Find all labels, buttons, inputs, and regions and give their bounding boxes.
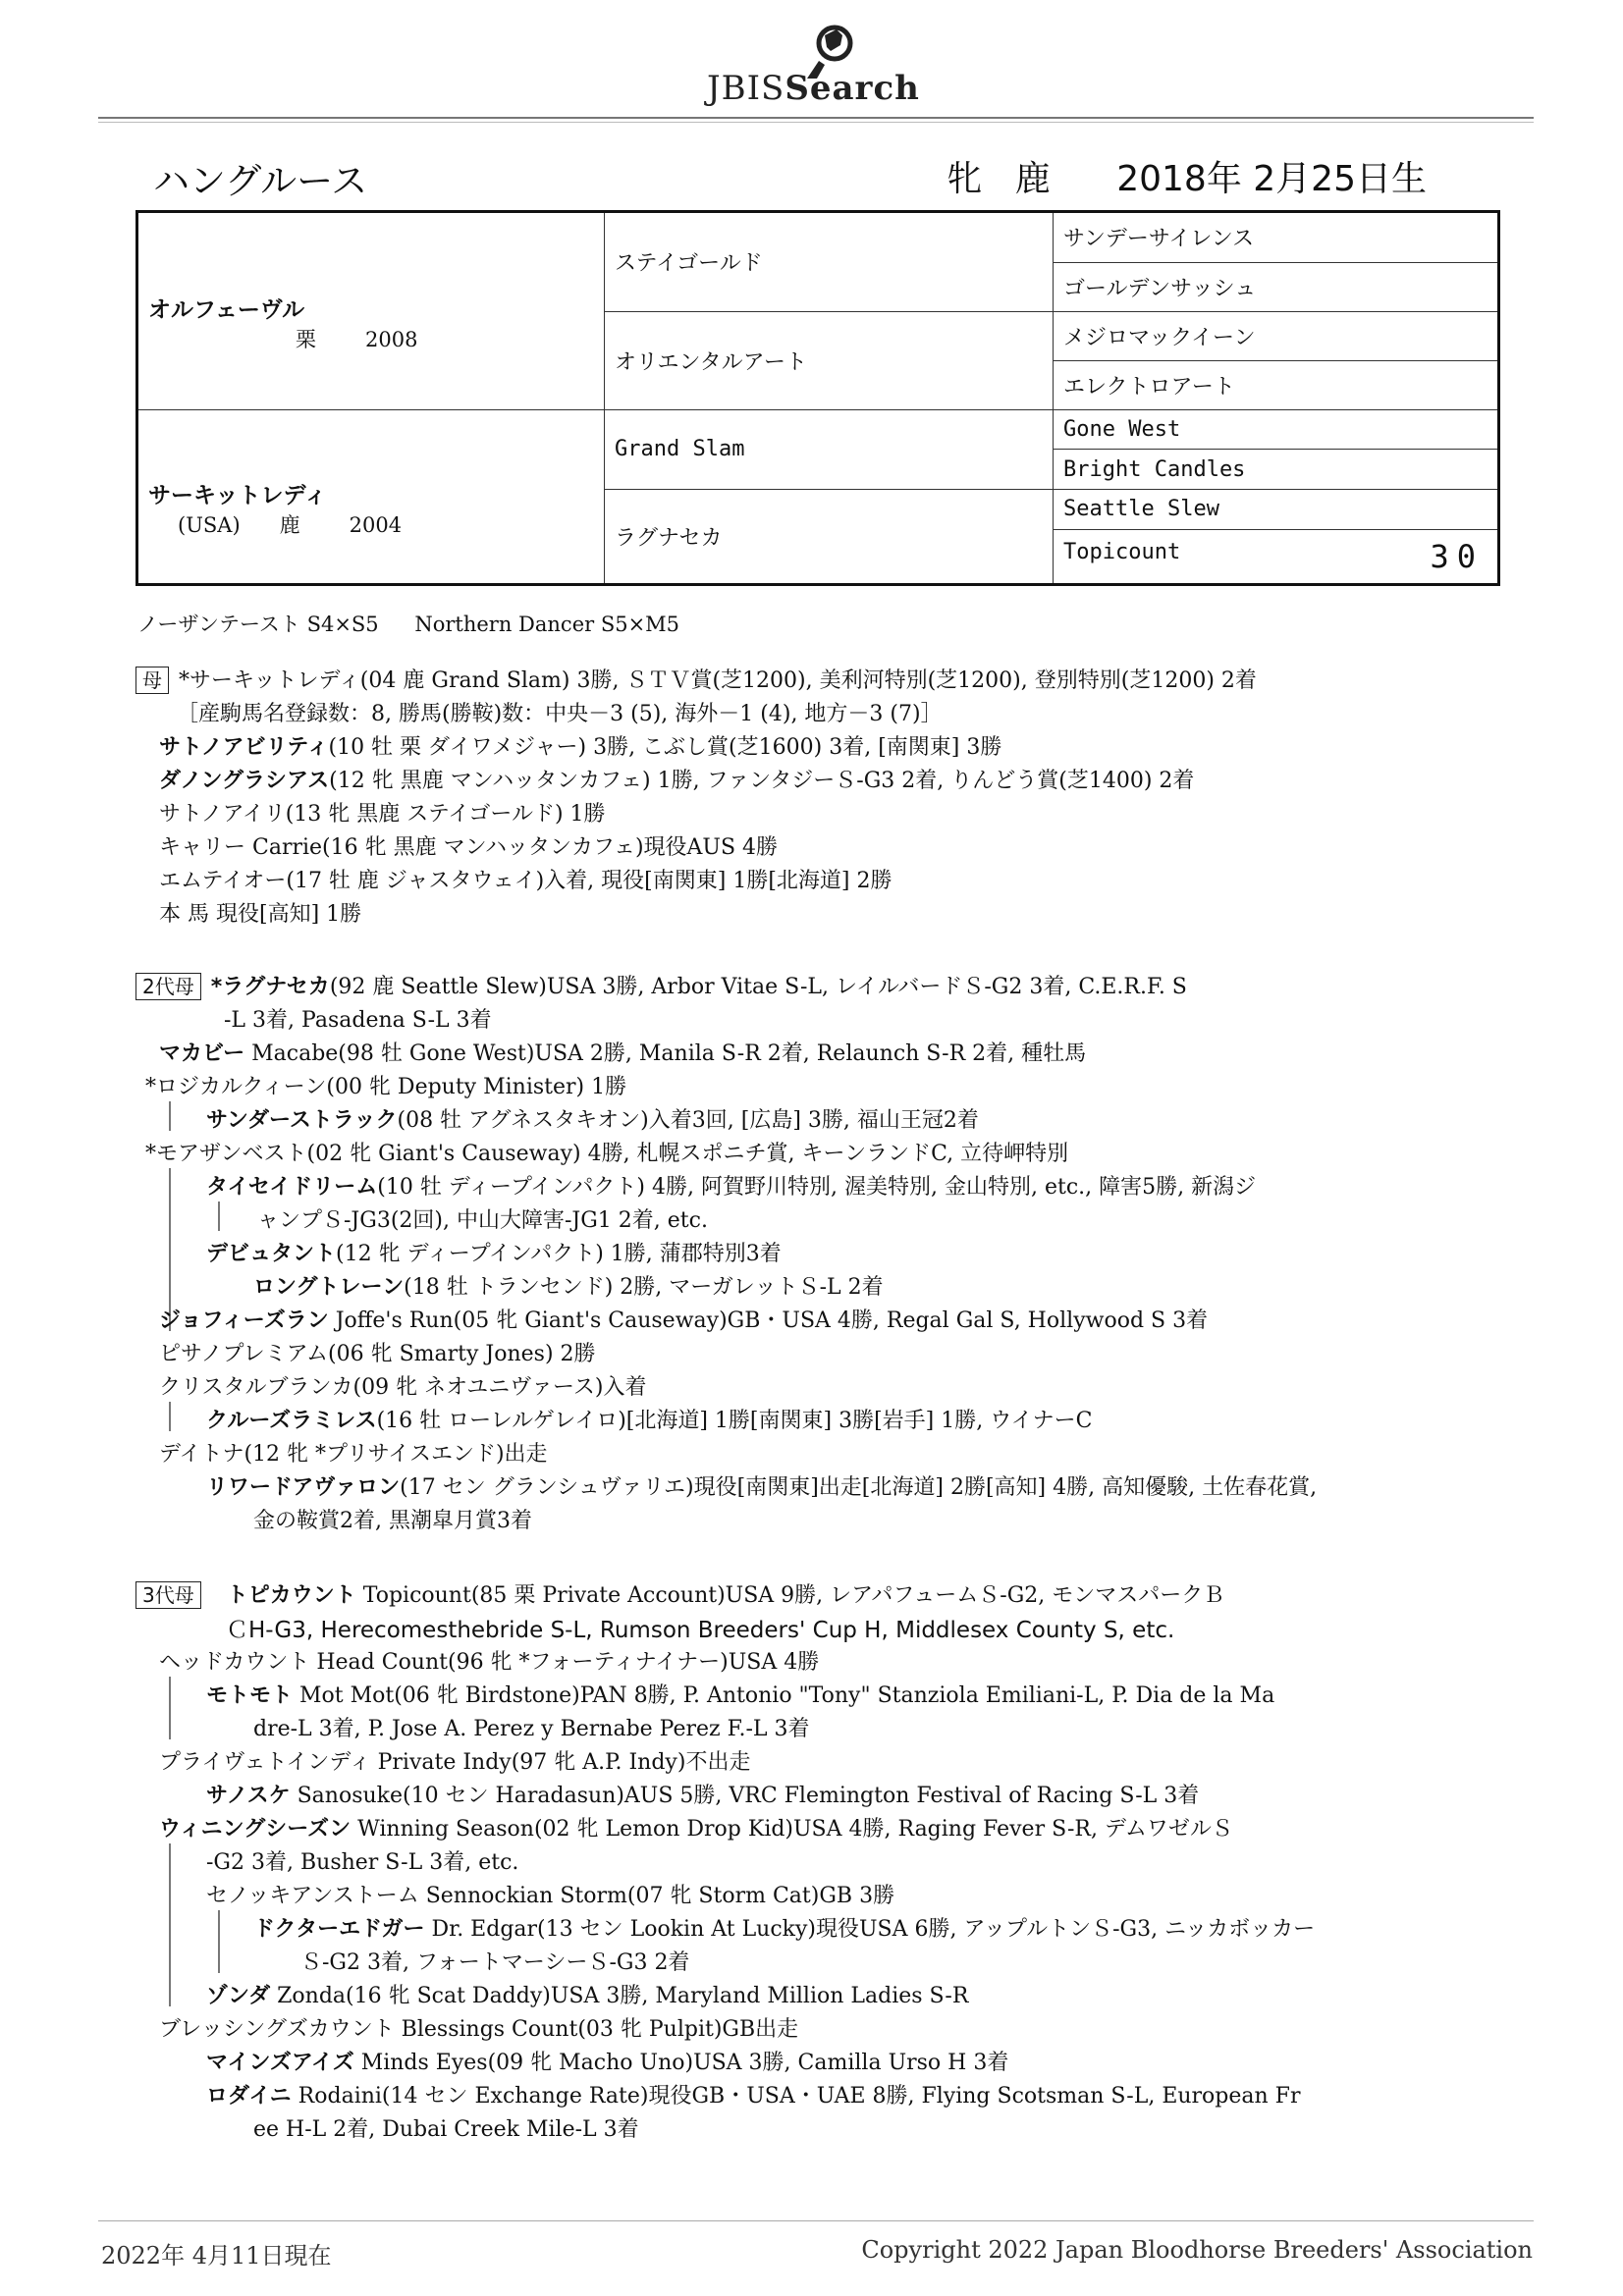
horse-birth: 2018年 2月25日生 — [1116, 159, 1427, 199]
sire-cell[interactable] — [137, 212, 605, 410]
g3-foal-rodaini-cont: ee H-L 2着, Dubai Creek Mile-L 3着 — [253, 2117, 639, 2142]
g2-foal-macabe-name: マカビー — [159, 1041, 245, 1066]
second-dam-line — [135, 970, 1187, 1000]
g3-cell-8-name: Topicount — [1063, 539, 1181, 564]
g3-foal-winning-season — [159, 1812, 1233, 1842]
g2-foal-debutante-name: デビュタント — [206, 1242, 337, 1266]
tree-line — [218, 1201, 220, 1231]
g3-foal-mot-mot-name: モトモト — [206, 1683, 294, 1708]
g2-foal-joffes-run-name: ジョフィーズラン — [159, 1308, 329, 1333]
g2-foal-logical-queen: *ロジカルクィーン(00 牝 Deputy Minister) 1勝 — [145, 1075, 627, 1099]
tree-line — [169, 1101, 171, 1131]
g3-foal-dr-edgar-name: ドクターエドガー — [253, 1917, 425, 1942]
sire-year: 2008 — [365, 328, 418, 352]
g2-foal-crystal-blanca: クリスタルブランカ(09 牝 ネオユニヴァース)入着 — [159, 1375, 647, 1400]
third-dam-line-cont: ＣH-G3, Herecomesthebride S-L, Rumson Breeders' Cup H, Middlesex County S, etc. — [226, 1618, 1175, 1643]
g3-foal-sanosuke-name: サノスケ — [206, 1784, 291, 1808]
g2-foal-thunderstruck-name: サンダーストラック — [206, 1108, 398, 1133]
g3-cell-4[interactable]: エレクトロアート — [1054, 360, 1499, 409]
dam-foal-2 — [159, 764, 1194, 794]
sire-sub — [148, 324, 594, 353]
g2-foal-macabe — [159, 1037, 1086, 1067]
g2-foal-joffes-run-record: Joffe's Run(05 牝 Giant's Causeway)GB・USA 4勝, Regal Gal S, Hollywood S 3着 — [328, 1308, 1209, 1333]
dam-year: 2004 — [349, 513, 403, 538]
g2-foal-long-train-record: (18 牡 トランセンド) 2勝, マーガレットＳ-L 2着 — [404, 1275, 884, 1300]
g2-foal-taisei-dream — [206, 1170, 1256, 1201]
footer-date: 2022年 4月11日現在 — [101, 2242, 332, 2269]
jbis-search-logo[interactable] — [707, 22, 952, 112]
pedigree-number: 30 — [1430, 537, 1484, 575]
g3-cell-7[interactable]: Seattle Slew — [1054, 490, 1499, 530]
dam-line-text: *サーキットレディ(04 鹿 Grand Slam) 3勝, ＳＴＶ賞(芝1200), 美利河特別(芝1200), 登別特別(芝1200) 2着 — [179, 668, 1257, 693]
sire-dam-cell[interactable]: オリエンタルアート — [605, 311, 1054, 409]
g2-foal-taisei-dream-record: (10 牡 ディープインパクト) 4勝, 阿賀野川特別, 渥美特別, 金山特別, etc., 障害5勝, 新潟ジ — [377, 1175, 1257, 1200]
g3-foal-rodaini-record: Rodaini(14 セン Exchange Rate)現役GB・USA・UAE 8勝, Flying Scotsman S-L, European Fr — [291, 2084, 1301, 2109]
logo-text-jbis: JBIS — [707, 69, 785, 108]
g2-foal-debutante-record: (12 牝 ディープインパクト) 1勝, 蒲郡特別3着 — [336, 1242, 782, 1266]
header-rule-thin — [98, 122, 1534, 123]
g3-cell-1[interactable]: サンデーサイレンス — [1054, 212, 1499, 263]
g2-foal-cruise-ramirez-record: (16 牡 ローレルゲレイロ)[北海道] 1勝[南関東] 3勝[岩手] 1勝, ウイナーC — [376, 1409, 1093, 1433]
dam-name: サーキットレディ — [148, 483, 327, 509]
g2-foal-long-train-name: ロングトレーン — [253, 1275, 405, 1300]
dam-foal-1 — [159, 730, 1001, 761]
g2-foal-pisano-premium: ピサノプレミアム(06 牝 Smarty Jones) 2勝 — [159, 1342, 596, 1366]
g3-cell-6[interactable]: Bright Candles — [1054, 450, 1499, 490]
g3-foal-dr-edgar-cont: Ｓ-G2 3着, フォートマーシーＳ-G3 2着 — [300, 1950, 690, 1975]
third-dam-line — [135, 1578, 1224, 1609]
g3-foal-mot-mot-record: Mot Mot(06 牝 Birdstone)PAN 8勝, P. Antonio "Tony" Stanziola Emiliani-L, P. Dia de la Ma — [293, 1683, 1275, 1708]
g3-foal-head-count: ヘッドカウント Head Count(96 牝 *フォーティナイナー)USA 4勝 — [159, 1650, 820, 1675]
g3-foal-mot-mot — [206, 1679, 1274, 1709]
horse-sex: 牝 — [947, 159, 983, 199]
dam-sub — [148, 509, 594, 539]
g2-foal-long-train — [253, 1270, 884, 1301]
horse-color: 鹿 — [1014, 159, 1051, 199]
g2-foal-cruise-ramirez-name: クルーズラミレス — [206, 1409, 377, 1433]
dam-country: (USA) — [178, 513, 241, 538]
tree-line — [169, 1677, 171, 1739]
dam-foal-2-name: ダノングラシアス — [159, 769, 330, 793]
g3-foal-zonda — [206, 1979, 968, 2009]
dam-color: 鹿 — [279, 513, 300, 538]
tree-line — [218, 1910, 220, 1973]
g3-foal-zonda-record: Zonda(16 牝 Scat Daddy)USA 3勝, Maryland Million Ladies S-R — [270, 1984, 969, 2008]
g3-foal-minds-eyes-name: マインズアイズ — [206, 2051, 354, 2075]
g3-cell-3[interactable]: メジロマックイーン — [1054, 311, 1499, 360]
second-dam-record: (92 鹿 Seattle Slew)USA 3勝, Arbor Vitae S-L, レイルバードＳ-G2 3着, C.E.R.F. S — [329, 975, 1187, 999]
sire-sire-cell[interactable]: ステイゴールド — [605, 212, 1054, 312]
third-dam-name: トピカウント — [226, 1583, 356, 1608]
g3-foal-blessings-count: ブレッシングズカウント Blessings Count(03 牝 Pulpit)GB出走 — [159, 2017, 799, 2042]
second-dam-name: *ラグナセカ — [210, 975, 330, 999]
g3-foal-rodaini-name: ロダイニ — [206, 2084, 292, 2109]
logo-text — [707, 69, 920, 108]
g2-foal-taisei-dream-cont: ャンプＳ-JG3(2回), 中山大障害-JG1 2着, etc. — [257, 1208, 708, 1233]
sire-name: オルフェーヴル — [148, 297, 305, 324]
pedigree-table — [135, 210, 1500, 586]
second-dam-line-cont: -L 3着, Pasadena S-L 3着 — [224, 1008, 492, 1033]
logo-text-search: Search — [784, 69, 920, 108]
g3-cell-5[interactable]: Gone West — [1054, 409, 1499, 450]
dam-foal-4: キャリー Carrie(16 牝 黒鹿 マンハッタンカフェ)現役AUS 4勝 — [159, 835, 779, 860]
g3-foal-dr-edgar-record: Dr. Edgar(13 セン Lookin At Lucky)現役USA 6勝, アップルトンＳ-G3, ニッカボッカー — [424, 1917, 1316, 1942]
g3-cell-8[interactable] — [1054, 529, 1499, 584]
dam-foal-1-name: サトノアビリティ — [159, 735, 329, 760]
g3-foal-zonda-name: ゾンダ — [206, 1984, 271, 2008]
tree-line — [169, 1402, 171, 1431]
g3-foal-private-indy: プライヴェトインディ Private Indy(97 牝 A.P. Indy)不出走 — [159, 1750, 751, 1775]
dam-foal-1-record: (10 牡 栗 ダイワメジャー) 3勝, こぶし賞(芝1600) 3着, [南関東] 3勝 — [328, 735, 1002, 760]
horse-name: ハングルース — [153, 160, 368, 202]
g2-foal-reward-avalon — [206, 1470, 1317, 1501]
dam-cell[interactable] — [137, 409, 605, 584]
g2-foal-reward-avalon-record: (17 セン グランシュヴァリエ)現役[南関東]出走[北海道] 2勝[高知] 4勝, 高知優駿, 土佐春花賞, — [400, 1475, 1318, 1500]
g2-foal-daytona: デイトナ(12 牝 *プリサイスエンド)出走 — [159, 1442, 548, 1467]
g3-foal-minds-eyes-record: Minds Eyes(09 牝 Macho Uno)USA 3勝, Camilla Urso H 3着 — [353, 2051, 1009, 2075]
g3-foal-sanosuke-record: Sanosuke(10 セン Haradasun)AUS 5勝, VRC Flemington Festival of Racing S-L 3着 — [290, 1784, 1200, 1808]
g3-foal-rodaini — [206, 2079, 1300, 2109]
inbreeding-b: Northern Dancer S5×M5 — [414, 613, 680, 636]
dam-line — [135, 664, 1257, 694]
g3-foal-sennockian-storm: セノッキアンストーム Sennockian Storm(07 牝 Storm Cat)GB 3勝 — [206, 1884, 895, 1908]
dam-sire-cell[interactable]: Grand Slam — [605, 409, 1054, 489]
dam-foal-2-record: (12 牝 黒鹿 マンハッタンカフェ) 1勝, ファンタジーＳ-G3 2着, りんどう賞(芝1400) 2着 — [329, 769, 1195, 793]
inbreeding-a: ノーザンテースト S4×S5 — [137, 613, 379, 636]
g2-foal-cruise-ramirez — [206, 1404, 1092, 1434]
dam-foal-6: 本 馬 現役[高知] 1勝 — [159, 902, 362, 927]
g3-foal-winning-season-name: ウィニングシーズン — [159, 1817, 352, 1842]
second-dam-tag: 2代母 — [135, 973, 201, 1000]
g2-foal-taisei-dream-name: タイセイドリーム — [206, 1175, 378, 1200]
g3-foal-minds-eyes — [206, 2046, 1008, 2076]
third-dam-tag: 3代母 — [135, 1581, 201, 1609]
dam-dam-cell[interactable]: ラグナセカ — [605, 490, 1054, 585]
g3-foal-dr-edgar — [253, 1912, 1315, 1943]
g3-foal-winning-season-record: Winning Season(02 牝 Lemon Drop Kid)USA 4勝, Raging Fever S-R, デムワゼルＳ — [351, 1817, 1233, 1842]
horse-meta — [925, 151, 1427, 201]
g2-foal-more-than-best: *モアザンベスト(02 牝 Giant's Causeway) 4勝, 札幌スポニチ賞, キーンランドC, 立待岬特別 — [145, 1142, 1069, 1166]
dam-foal-3: サトノアイリ(13 牝 黒鹿 ステイゴールド) 1勝 — [159, 802, 606, 827]
g2-foal-thunderstruck-record: (08 牡 アグネスタキオン)入着3回, [広島] 3勝, 福山王冠2着 — [397, 1108, 979, 1133]
g2-foal-reward-avalon-name: リワードアヴァロン — [206, 1475, 401, 1500]
tree-line — [169, 1843, 171, 2006]
dam-foal-5: エムテイオー(17 牡 鹿 ジャスタウェイ)入着, 現役[南関東] 1勝[北海道] 2勝 — [159, 869, 893, 893]
header-rule — [98, 117, 1534, 119]
g2-foal-thunderstruck — [206, 1103, 979, 1134]
footer-copyright: Copyright 2022 Japan Bloodhorse Breeders' Association — [861, 2236, 1533, 2264]
g2-foal-macabe-record: Macabe(98 牡 Gone West)USA 2勝, Manila S-R 2着, Relaunch S-R 2着, 種牡馬 — [244, 1041, 1087, 1066]
sire-color: 栗 — [296, 328, 316, 352]
g3-cell-2[interactable]: ゴールデンサッシュ — [1054, 262, 1499, 311]
g3-foal-winning-season-cont: -G2 3着, Busher S-L 3着, etc. — [206, 1850, 519, 1875]
g3-foal-sanosuke — [206, 1779, 1199, 1809]
dam-tag: 母 — [135, 667, 169, 694]
g3-foal-mot-mot-cont: dre-L 3着, P. Jose A. Perez y Bernabe Perez F.-L 3着 — [253, 1717, 810, 1741]
g2-foal-debutante — [206, 1237, 782, 1267]
third-dam-record: Topicount(85 栗 Private Account)USA 9勝, レアパフュームＳ-G2, モンマスパークＢ — [355, 1583, 1225, 1608]
g2-foal-reward-avalon-cont: 金の鞍賞2着, 黒潮皐月賞3着 — [253, 1509, 532, 1533]
g2-foal-joffes-run — [159, 1304, 1208, 1334]
footer-rule — [98, 2220, 1534, 2221]
dam-produce-summary: ［産駒馬名登録数：8, 勝馬(勝鞍)数：中央－3 (5), 海外－1 (4), 地方－3 (7)］ — [177, 702, 943, 726]
inbreeding-line — [137, 609, 679, 638]
